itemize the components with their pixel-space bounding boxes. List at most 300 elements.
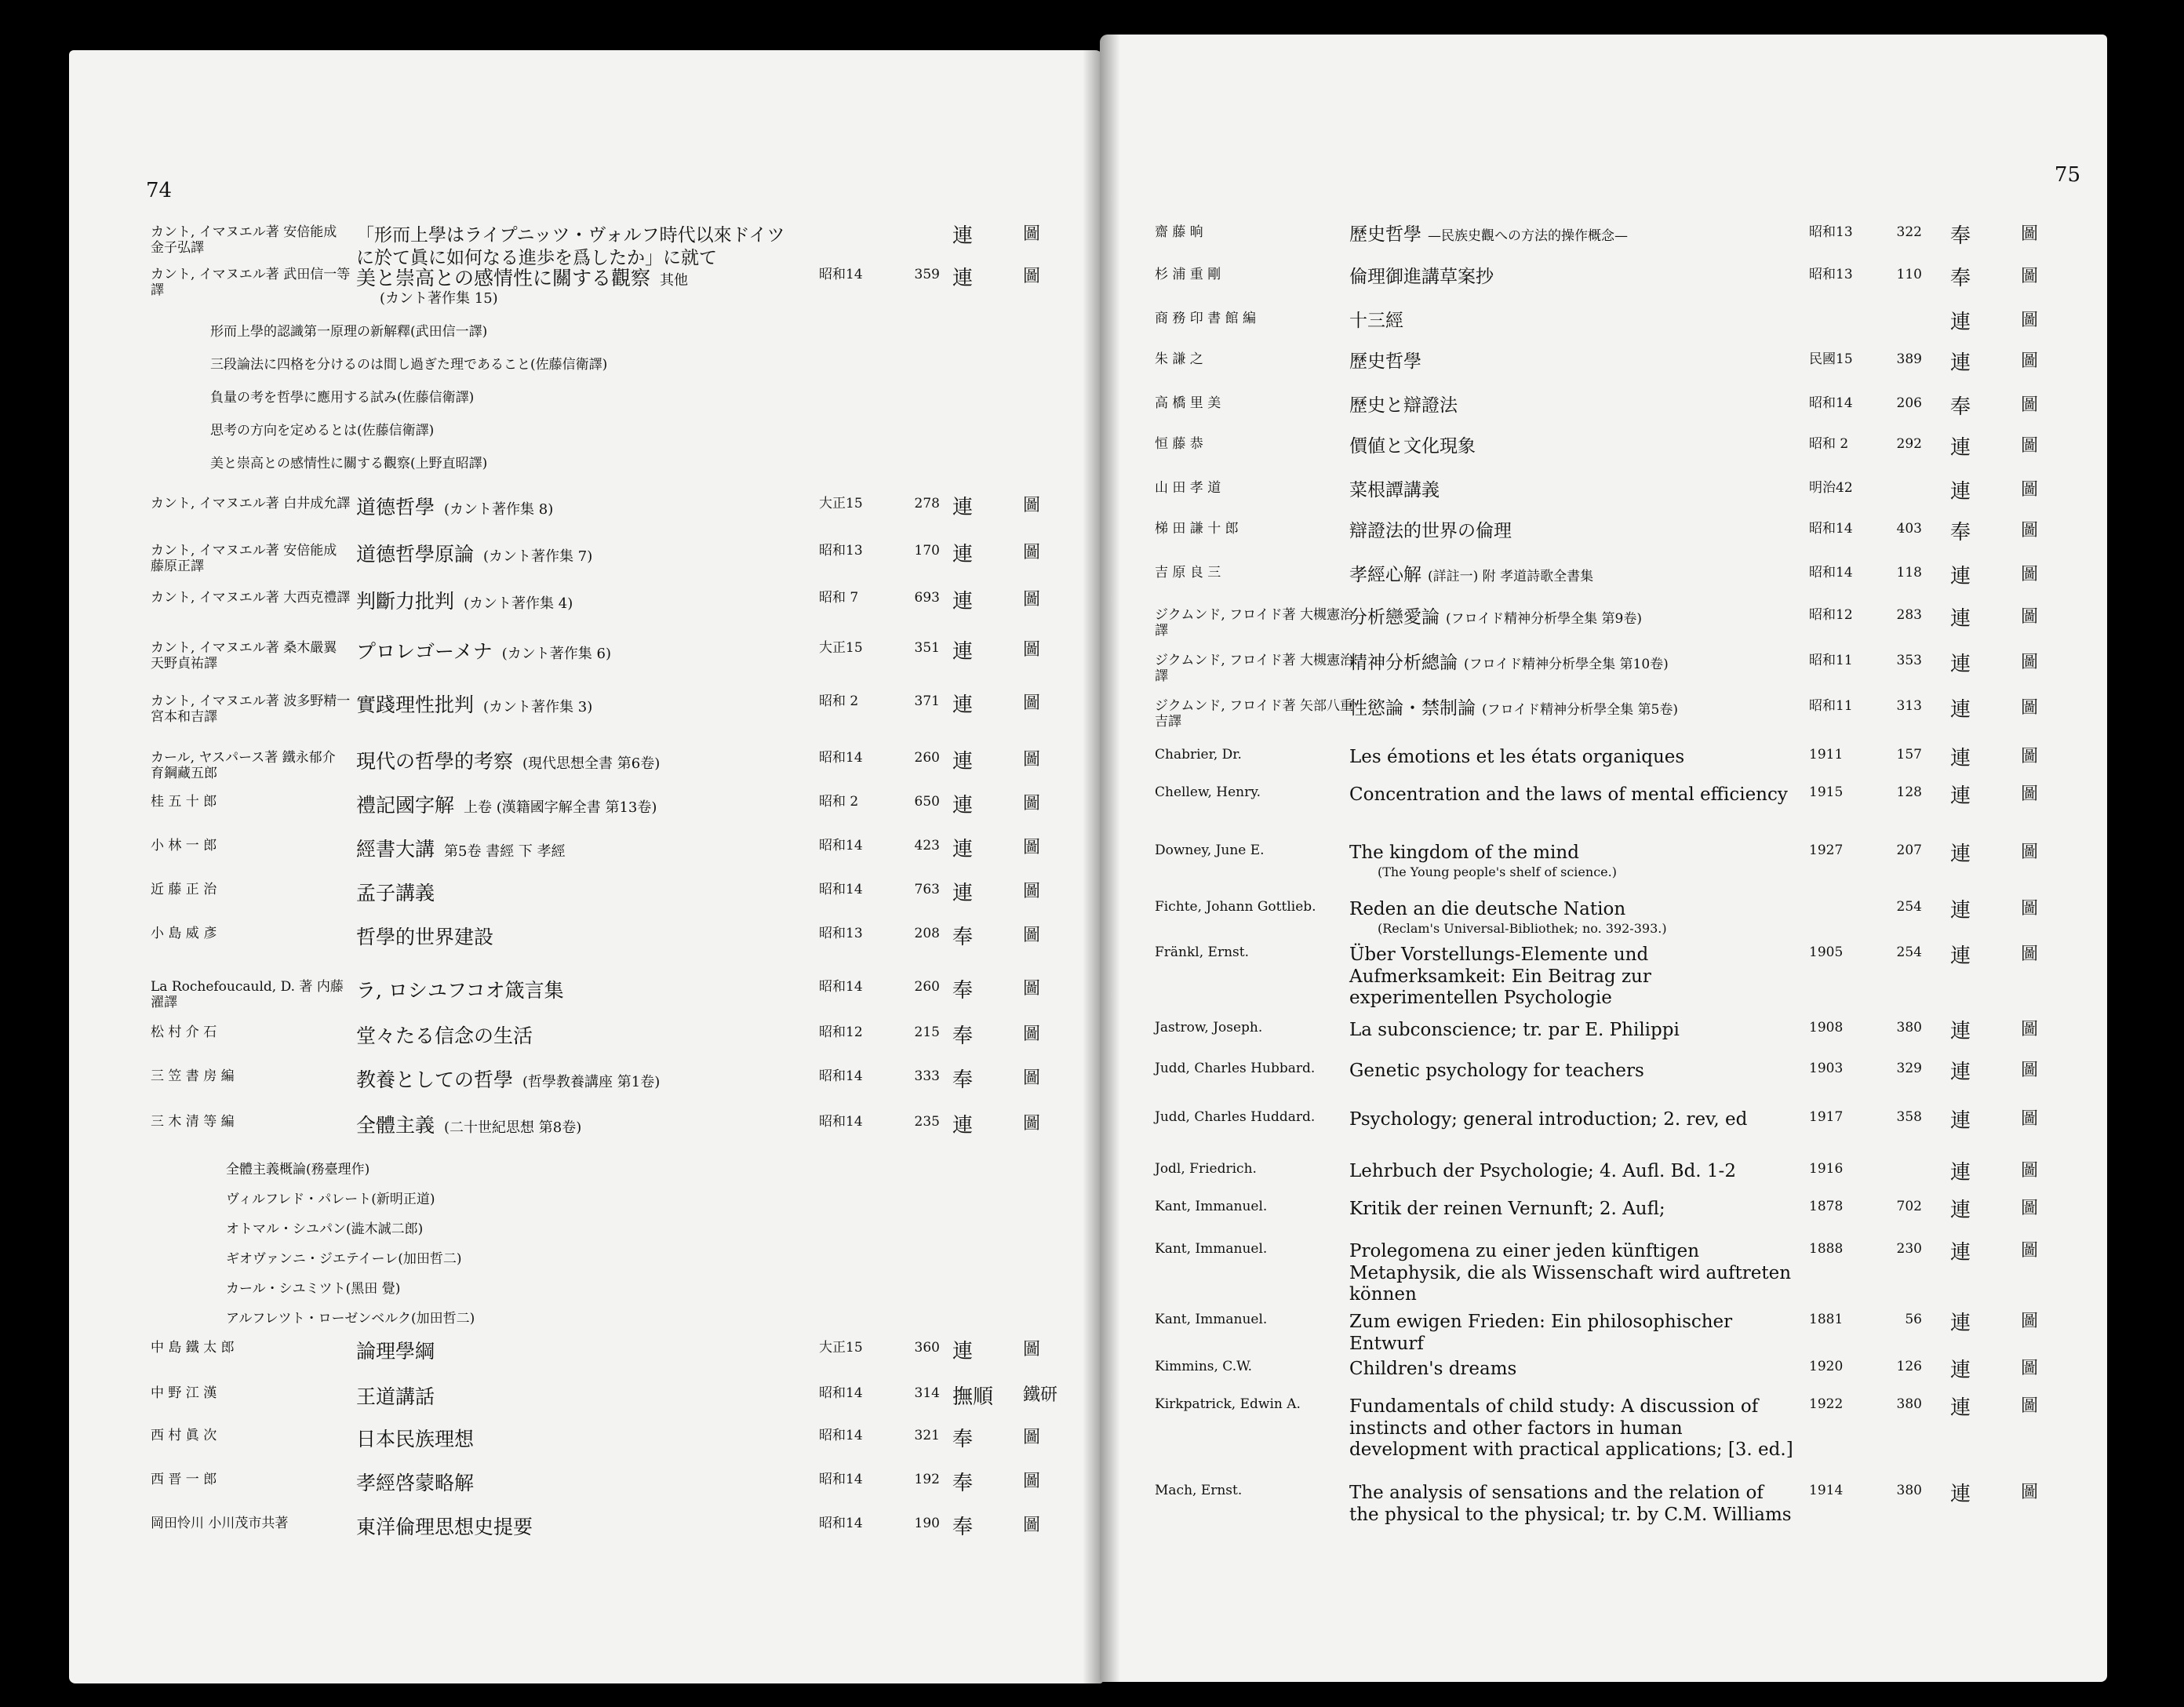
entry-series: 上卷 (漢籍國字解全書 第13卷) bbox=[464, 799, 657, 816]
entry-holding: 奉 bbox=[1950, 267, 1971, 290]
entry-holding: 連 bbox=[1950, 311, 1971, 334]
entry-title-text: 菜根譚講義 bbox=[1349, 480, 1440, 500]
entry-library: 圖 bbox=[2021, 1396, 2039, 1416]
entry-pages: 56 bbox=[1905, 1312, 1922, 1327]
entry-author: Fränkl, Ernst. bbox=[1155, 944, 1249, 960]
contents-item: カール・シユミツト(黑田 覺) bbox=[226, 1281, 401, 1297]
entry-pages: 650 bbox=[914, 794, 940, 810]
entry-author: 吉 原 良 三 bbox=[1155, 565, 1221, 581]
entry-series: 第5卷 書經 下 孝經 bbox=[444, 843, 566, 860]
entry-title bbox=[356, 543, 592, 566]
entry-title-text: Kritik der reinen Vernunft; 2. Aufl; bbox=[1349, 1199, 1665, 1219]
entry-holding: 奉 bbox=[952, 1428, 974, 1451]
entry-year: 昭和13 bbox=[1809, 224, 1853, 240]
entry-library: 圖 bbox=[1023, 1068, 1041, 1088]
entry-library: 圖 bbox=[1023, 1472, 1041, 1491]
entry-series: (フロイド精神分析學全集 第10卷) bbox=[1464, 657, 1669, 672]
entry-title-text: 日本民族理想 bbox=[356, 1428, 475, 1450]
entry-title-text: La subconscience; tr. par E. Philippi bbox=[1349, 1020, 1680, 1040]
entry-title-text: 性慾論・禁制論 bbox=[1349, 698, 1476, 719]
entry-title-text: 全體主義 bbox=[356, 1114, 435, 1137]
entry-author: Jastrow, Joseph. bbox=[1155, 1020, 1263, 1035]
entry-holding: 連 bbox=[1950, 1241, 1971, 1265]
entry-title bbox=[356, 693, 592, 717]
entry-library: 圖 bbox=[1023, 1428, 1041, 1447]
entry-title bbox=[356, 926, 493, 949]
entry-title-text: 孟子講義 bbox=[356, 882, 435, 904]
entry-series: (詳註一) 附 孝道詩歌全書集 bbox=[1428, 569, 1594, 584]
entry-holding: 連 bbox=[1950, 1483, 1971, 1506]
entry-title bbox=[356, 1114, 581, 1137]
entry-pages: 278 bbox=[914, 496, 940, 511]
entry-library: 圖 bbox=[2021, 899, 2039, 919]
entry-year: 昭和14 bbox=[819, 267, 863, 282]
entry-author: 桂 五 十 郎 bbox=[151, 794, 217, 810]
entry-holding: 奉 bbox=[1950, 395, 1971, 419]
entry-title bbox=[1349, 1109, 1798, 1131]
entry-year: 1905 bbox=[1809, 944, 1844, 960]
entry-title bbox=[1349, 267, 1798, 289]
entry-holding: 連 bbox=[952, 838, 974, 861]
entry-title-text: 經書大講 bbox=[356, 838, 435, 861]
entry-pages: 207 bbox=[1896, 843, 1922, 858]
entry-author: カント, イマヌエル著 安倍能成 金子弘譯 bbox=[151, 224, 337, 257]
entry-title bbox=[1349, 1061, 1798, 1083]
entry-title bbox=[1349, 1312, 1798, 1355]
entry-year: 昭和14 bbox=[819, 1428, 863, 1443]
entry-title-text: 十三經 bbox=[1349, 311, 1403, 331]
entry-year: 昭和 2 bbox=[819, 794, 859, 810]
entry-library: 圖 bbox=[1023, 794, 1041, 813]
entry-year: 昭和14 bbox=[819, 750, 863, 766]
entry-pages: 314 bbox=[914, 1385, 940, 1401]
entry-library: 圖 bbox=[1023, 979, 1041, 999]
entry-author: 三 笠 書 房 編 bbox=[151, 1068, 235, 1084]
entry-series-line: (Reclam's Universal-Bibliothek; no. 392-393.) bbox=[1378, 920, 1667, 936]
entry-author: Kimmins, C.W. bbox=[1155, 1359, 1253, 1374]
entry-title-text: 堂々たる信念の生活 bbox=[356, 1025, 533, 1047]
entry-series: (二十世紀思想 第8卷) bbox=[444, 1119, 582, 1136]
entry-pages: 230 bbox=[1896, 1241, 1922, 1257]
entry-holding: 連 bbox=[1950, 784, 1971, 808]
entry-holding: 連 bbox=[952, 590, 974, 613]
entry-title-text: Concentration and the laws of mental efficiency bbox=[1349, 784, 1788, 805]
entry-series: (フロイド精神分析學全集 第9卷) bbox=[1446, 611, 1642, 627]
entry-title-text: 哲學的世界建設 bbox=[356, 926, 494, 948]
entry-pages: 206 bbox=[1896, 395, 1922, 411]
entry-author: ジクムンド, フロイド著 大槻憲治譯 bbox=[1155, 607, 1354, 639]
entry-year: 1915 bbox=[1809, 784, 1844, 800]
entry-author: 山 田 孝 道 bbox=[1155, 480, 1221, 496]
entry-holding: 連 bbox=[1950, 944, 1971, 968]
entry-author: Chellew, Henry. bbox=[1155, 784, 1261, 800]
entry-author: 朱 謙 之 bbox=[1155, 351, 1203, 367]
entry-year: 1916 bbox=[1809, 1161, 1844, 1177]
entry-author: Kant, Immanuel. bbox=[1155, 1312, 1268, 1327]
entry-pages: 380 bbox=[1896, 1020, 1922, 1035]
entry-holding: 奉 bbox=[952, 1025, 974, 1048]
entry-holding: 連 bbox=[952, 794, 974, 817]
entry-year: 昭和14 bbox=[819, 979, 863, 995]
entry-holding: 連 bbox=[952, 1114, 974, 1137]
entry-title-text: 禮記國字解 bbox=[356, 794, 455, 817]
entry-library: 圖 bbox=[2021, 1241, 2039, 1261]
entry-year: 昭和13 bbox=[819, 543, 863, 559]
entry-library: 圖 bbox=[2021, 653, 2039, 672]
entry-library: 圖 bbox=[2021, 1312, 2039, 1331]
entry-author: 高 橋 里 美 bbox=[1155, 395, 1221, 411]
entry-title-text: Reden an die deutsche Nation bbox=[1349, 899, 1626, 919]
entry-title-text: 現代の哲學的考察 bbox=[356, 750, 514, 773]
entry-author: 中 野 江 漢 bbox=[151, 1385, 217, 1401]
page-number: 75 bbox=[2054, 163, 2080, 187]
entry-holding: 連 bbox=[952, 496, 974, 519]
entry-year: 昭和14 bbox=[819, 838, 863, 854]
entry-series-line: (The Young people's shelf of science.) bbox=[1378, 864, 1617, 879]
contents-item: アルフレツト・ローゼンベルク(加田哲二) bbox=[226, 1311, 475, 1327]
entry-library: 圖 bbox=[2021, 784, 2039, 804]
entry-year: 1881 bbox=[1809, 1312, 1844, 1327]
entry-year: 1917 bbox=[1809, 1109, 1844, 1125]
entry-author: Chabrier, Dr. bbox=[1155, 747, 1242, 763]
entry-author: Kant, Immanuel. bbox=[1155, 1241, 1268, 1257]
entry-author: 中 島 鐵 太 郎 bbox=[151, 1340, 235, 1356]
entry-library: 圖 bbox=[1023, 838, 1041, 857]
entry-pages: 292 bbox=[1896, 436, 1922, 452]
entry-author: 松 村 介 石 bbox=[151, 1025, 217, 1040]
contents-item: ギオヴァンニ・ジエテイーレ(加田哲二) bbox=[226, 1251, 462, 1267]
entry-series: (哲學教養講座 第1卷) bbox=[522, 1074, 661, 1090]
entry-title-text: 辯證法的世界の倫理 bbox=[1349, 521, 1512, 541]
entry-series: (フロイド精神分析學全集 第5卷) bbox=[1482, 702, 1678, 718]
entry-year: 1920 bbox=[1809, 1359, 1844, 1374]
entry-holding: 撫順 bbox=[952, 1385, 994, 1409]
entry-title-text: The analysis of sensations and the relation of the physical to the physical; tr. by C.M. Williams bbox=[1349, 1483, 1792, 1525]
entry-holding: 連 bbox=[1950, 899, 1971, 923]
entry-title bbox=[1349, 1396, 1798, 1461]
entry-year: 昭和14 bbox=[819, 882, 863, 897]
entry-title-text: Über Vorstellungs-Elemente und Aufmerksamkeit: Ein Beitrag zur experimentellen Psychologie bbox=[1349, 944, 1651, 1009]
entry-pages: 118 bbox=[1896, 565, 1922, 581]
entry-library: 圖 bbox=[2021, 267, 2039, 286]
entry-library: 圖 bbox=[1023, 267, 1041, 286]
entry-title-text: 實踐理性批判 bbox=[356, 693, 475, 716]
entry-holding: 連 bbox=[1950, 1396, 1971, 1420]
entry-author: 西 晋 一 郎 bbox=[151, 1472, 217, 1487]
entry-title-text: 東洋倫理思想史提要 bbox=[356, 1516, 533, 1538]
entry-year: 大正15 bbox=[819, 1340, 863, 1356]
entry-series: 其他 bbox=[660, 272, 689, 289]
entry-pages: 322 bbox=[1896, 224, 1922, 240]
entry-title bbox=[1349, 1241, 1798, 1306]
entry-holding: 奉 bbox=[952, 979, 974, 1003]
entry-holding: 連 bbox=[952, 750, 974, 773]
entry-holding: 連 bbox=[1950, 1020, 1971, 1043]
entry-pages: 157 bbox=[1896, 747, 1922, 763]
contents-item: 負量の考を哲學に應用する試み(佐藤信衛譯) bbox=[210, 390, 475, 406]
entry-author: 恒 藤 恭 bbox=[1155, 436, 1203, 452]
entry-title bbox=[1349, 565, 1798, 587]
contents-item: オトマル・シユパン(澁木誠二郎) bbox=[226, 1221, 424, 1237]
entry-author: 小 島 威 彥 bbox=[151, 926, 217, 941]
entry-title-text: Children's dreams bbox=[1349, 1359, 1517, 1379]
entry-library: 圖 bbox=[1023, 543, 1041, 562]
entry-title-text: Psychology; general introduction; 2. rev, ed bbox=[1349, 1109, 1748, 1130]
entry-title-text: 判斷力批判 bbox=[356, 590, 455, 613]
entry-title bbox=[356, 1428, 474, 1451]
entry-holding: 奉 bbox=[952, 1516, 974, 1539]
entry-title bbox=[356, 590, 573, 613]
entry-pages: 333 bbox=[914, 1068, 940, 1084]
entry-library: 圖 bbox=[2021, 698, 2039, 718]
entry-year: 昭和11 bbox=[1809, 698, 1853, 714]
entry-author: Mach, Ernst. bbox=[1155, 1483, 1243, 1498]
entry-author: 三 木 清 等 編 bbox=[151, 1114, 235, 1130]
entry-holding: 連 bbox=[1950, 436, 1971, 460]
contents-item: 形而上學的認識第一原理の新解釋(武田信一譯) bbox=[210, 324, 488, 340]
entry-title bbox=[1349, 944, 1798, 1010]
entry-holding: 連 bbox=[952, 640, 974, 664]
entry-title bbox=[1349, 480, 1798, 502]
entry-library: 圖 bbox=[1023, 693, 1041, 713]
entry-pages: 329 bbox=[1896, 1061, 1922, 1076]
entry-library: 圖 bbox=[2021, 1199, 2039, 1218]
entry-author: 商 務 印 書 館 編 bbox=[1155, 311, 1257, 326]
entry-pages: 702 bbox=[1896, 1199, 1922, 1214]
entry-title bbox=[1349, 1483, 1798, 1526]
contents-item: 三段論法に四格を分けるのは間し過ぎた理であること(佐藤信衛譯) bbox=[210, 357, 608, 373]
entry-year: 昭和11 bbox=[1809, 653, 1853, 668]
contents-item: 美と崇高との感情性に關する觀察(上野直昭譯) bbox=[210, 456, 488, 471]
entry-title-text: プロレゴーメナ bbox=[356, 640, 493, 663]
entry-title bbox=[356, 1472, 474, 1495]
entry-author: カール, ヤスパース著 鐵永郁介 育鋼藏五郎 bbox=[151, 750, 336, 782]
entry-year: 大正15 bbox=[819, 640, 863, 656]
entry-pages: 235 bbox=[914, 1114, 940, 1130]
entry-holding: 奉 bbox=[952, 1068, 974, 1092]
entry-author: 齋 藤 晌 bbox=[1155, 224, 1203, 240]
entry-title-text: 孝經啓蒙略解 bbox=[356, 1472, 475, 1494]
entry-title bbox=[356, 1340, 435, 1363]
entry-holding: 連 bbox=[952, 267, 974, 290]
entry-author: Judd, Charles Hubbard. bbox=[1155, 1061, 1316, 1076]
entry-year: 昭和14 bbox=[819, 1068, 863, 1084]
entry-title-text: 論理學綱 bbox=[356, 1340, 435, 1363]
entry-year: 明治42 bbox=[1809, 480, 1853, 496]
entry-pages: 110 bbox=[1896, 267, 1922, 282]
entry-title bbox=[356, 750, 660, 773]
entry-library: 鐵研 bbox=[1023, 1385, 1058, 1405]
entry-year: 昭和13 bbox=[819, 926, 863, 941]
entry-series: (カント著作集 4) bbox=[464, 595, 573, 612]
entry-title bbox=[356, 794, 657, 817]
entry-pages: 359 bbox=[914, 267, 940, 282]
entry-title bbox=[356, 224, 795, 270]
entry-holding: 連 bbox=[952, 224, 974, 248]
entry-title-text: 歷史哲學 bbox=[1349, 351, 1421, 372]
entry-series: (カント著作集 7) bbox=[483, 548, 593, 565]
entry-holding: 連 bbox=[1950, 351, 1971, 375]
entry-library: 圖 bbox=[2021, 565, 2039, 584]
page-number: 74 bbox=[146, 179, 173, 202]
entry-holding: 奉 bbox=[952, 926, 974, 949]
entry-library: 圖 bbox=[2021, 944, 2039, 964]
entry-pages: 321 bbox=[914, 1428, 940, 1443]
entry-title bbox=[1349, 436, 1798, 458]
entry-year: 昭和14 bbox=[1809, 521, 1853, 537]
entry-pages: 763 bbox=[914, 882, 940, 897]
entry-title bbox=[1349, 747, 1798, 769]
entry-pages: 389 bbox=[1896, 351, 1922, 367]
entry-holding: 奉 bbox=[952, 1472, 974, 1495]
entry-title-text: The kingdom of the mind bbox=[1349, 843, 1579, 863]
entry-title-text: 道德哲學原論 bbox=[356, 543, 475, 566]
entry-pages: 208 bbox=[914, 926, 940, 941]
entry-pages: 358 bbox=[1896, 1109, 1922, 1125]
entry-holding: 奉 bbox=[1950, 224, 1971, 248]
entry-title bbox=[356, 1385, 435, 1409]
entry-series: (カント著作集 6) bbox=[501, 646, 611, 662]
entry-holding: 連 bbox=[1950, 1199, 1971, 1222]
entry-title bbox=[356, 1516, 533, 1539]
entry-library: 圖 bbox=[1023, 882, 1041, 901]
entry-library: 圖 bbox=[2021, 224, 2039, 244]
entry-year: 昭和13 bbox=[1809, 267, 1853, 282]
entry-author: Kant, Immanuel. bbox=[1155, 1199, 1268, 1214]
entry-holding: 連 bbox=[1950, 480, 1971, 504]
entry-year: 昭和14 bbox=[1809, 395, 1853, 411]
entry-title-text: 分析戀愛論 bbox=[1349, 607, 1440, 628]
contents-item: 全體主義概論(務臺理作) bbox=[226, 1162, 370, 1177]
entry-year: 昭和14 bbox=[819, 1516, 863, 1531]
entry-author: 梯 田 謙 十 郎 bbox=[1155, 521, 1239, 537]
entry-library: 圖 bbox=[2021, 607, 2039, 627]
entry-holding: 連 bbox=[1950, 1109, 1971, 1133]
entry-library: 圖 bbox=[1023, 1025, 1041, 1044]
entry-holding: 連 bbox=[1950, 1312, 1971, 1335]
entry-pages: 403 bbox=[1896, 521, 1922, 537]
entry-pages: 254 bbox=[1896, 944, 1922, 960]
entry-title-text: 孝經心解 bbox=[1349, 565, 1421, 585]
entry-pages: 128 bbox=[1896, 784, 1922, 800]
entry-author: Fichte, Johann Gottlieb. bbox=[1155, 899, 1316, 915]
entry-title-text: Prolegomena zu einer jeden künftigen Metaphysik, die als Wissenschaft wird auftreten können bbox=[1349, 1241, 1792, 1305]
right-page bbox=[1100, 35, 2107, 1682]
entry-holding: 奉 bbox=[1950, 521, 1971, 544]
entry-title-text: 教養としての哲學 bbox=[356, 1068, 514, 1091]
entry-author: カント, イマヌエル著 波多野精一 宮本和吉譯 bbox=[151, 693, 351, 726]
entry-library: 圖 bbox=[1023, 590, 1041, 610]
entry-library: 圖 bbox=[1023, 1516, 1041, 1535]
entry-library: 圖 bbox=[2021, 843, 2039, 862]
entry-library: 圖 bbox=[2021, 1483, 2039, 1502]
entry-title-text: 美と崇高との感情性に關する觀察 bbox=[356, 267, 651, 289]
entry-pages: 260 bbox=[914, 750, 940, 766]
entry-author: カント, イマヌエル著 大西克禮譯 bbox=[151, 590, 351, 606]
entry-pages: 170 bbox=[914, 543, 940, 559]
entry-year: 昭和 2 bbox=[819, 693, 859, 709]
entry-holding: 連 bbox=[1950, 698, 1971, 722]
entry-title bbox=[1349, 1020, 1798, 1042]
entry-library: 圖 bbox=[2021, 351, 2039, 371]
entry-library: 圖 bbox=[2021, 1061, 2039, 1080]
entry-author: Kirkpatrick, Edwin A. bbox=[1155, 1396, 1301, 1412]
entry-title-text: Fundamentals of child study: A discussion of instincts and other factors in human development with practical applications; [3. ed.] bbox=[1349, 1396, 1793, 1461]
entry-pages: 371 bbox=[914, 693, 940, 709]
entry-title bbox=[1349, 1199, 1798, 1221]
entry-title-text: Les émotions et les états organiques bbox=[1349, 747, 1685, 767]
entry-pages: 423 bbox=[914, 838, 940, 854]
entry-author: La Rochefoucauld, D. 著 内藤濯譯 bbox=[151, 979, 344, 1011]
left-page bbox=[69, 50, 1103, 1683]
entry-title-text: 精神分析總論 bbox=[1349, 653, 1458, 673]
entry-library: 圖 bbox=[2021, 395, 2039, 415]
entry-title bbox=[1349, 607, 1798, 629]
entry-title-text: 倫理御進講草案抄 bbox=[1349, 267, 1494, 287]
entry-pages: 360 bbox=[914, 1340, 940, 1356]
entry-author: 岡田怜川 小川茂市共著 bbox=[151, 1516, 289, 1531]
entry-year: 1908 bbox=[1809, 1020, 1844, 1035]
entry-year: 昭和14 bbox=[819, 1472, 863, 1487]
contents-item: 思考の方向を定めるとは(佐藤信衛譯) bbox=[210, 423, 435, 439]
entry-author: カント, イマヌエル著 桑木嚴翼 天野貞祐譯 bbox=[151, 640, 337, 672]
entry-author: カント, イマヌエル著 白井成允譯 bbox=[151, 496, 351, 511]
entry-author: Judd, Charles Huddard. bbox=[1155, 1109, 1316, 1125]
entry-title bbox=[1349, 351, 1798, 373]
entry-holding: 連 bbox=[1950, 653, 1971, 676]
entry-holding: 連 bbox=[1950, 607, 1971, 631]
entry-title bbox=[356, 496, 553, 519]
entry-holding: 連 bbox=[1950, 843, 1971, 866]
entry-title-text: Zum ewigen Frieden: Ein philosophischer Entwurf bbox=[1349, 1312, 1733, 1354]
entry-pages: 353 bbox=[1896, 653, 1922, 668]
entry-title bbox=[1349, 395, 1798, 417]
entry-year: 1911 bbox=[1809, 747, 1844, 763]
entry-library: 圖 bbox=[2021, 1109, 2039, 1129]
entry-library: 圖 bbox=[2021, 1359, 2039, 1378]
entry-author: ジクムンド, フロイド著 大槻憲治譯 bbox=[1155, 653, 1354, 685]
entry-pages: 283 bbox=[1896, 607, 1922, 623]
entry-title-text: Genetic psychology for teachers bbox=[1349, 1061, 1644, 1081]
entry-pages: 254 bbox=[1896, 899, 1922, 915]
entry-title bbox=[356, 838, 566, 861]
entry-title-text: 價値と文化現象 bbox=[1349, 436, 1476, 457]
entry-year: 1903 bbox=[1809, 1061, 1844, 1076]
entry-year: 昭和14 bbox=[819, 1114, 863, 1130]
entry-library: 圖 bbox=[1023, 1114, 1041, 1134]
entry-title bbox=[356, 267, 688, 308]
entry-year: 大正15 bbox=[819, 496, 863, 511]
entry-title bbox=[356, 640, 611, 664]
entry-year: 1922 bbox=[1809, 1396, 1844, 1412]
entry-library: 圖 bbox=[2021, 1161, 2039, 1181]
entry-title bbox=[356, 1068, 660, 1092]
entry-title bbox=[1349, 224, 1798, 246]
entry-title-text: 道德哲學 bbox=[356, 496, 435, 519]
contents-item: ヴィルフレド・パレート(新明正道) bbox=[226, 1192, 435, 1207]
entry-holding: 連 bbox=[952, 1340, 974, 1363]
entry-pages: 313 bbox=[1896, 698, 1922, 714]
entry-title bbox=[1349, 1161, 1798, 1183]
entry-library: 圖 bbox=[1023, 224, 1041, 244]
entry-title bbox=[356, 1025, 533, 1048]
entry-author: Jodl, Friedrich. bbox=[1155, 1161, 1257, 1177]
entry-author: ジクムンド, フロイド著 矢部八重吉譯 bbox=[1155, 698, 1354, 730]
entry-title bbox=[1349, 521, 1798, 543]
entry-author: Downey, June E. bbox=[1155, 843, 1265, 858]
entry-series-line: (カント著作集 15) bbox=[380, 290, 498, 307]
entry-holding: 連 bbox=[1950, 747, 1971, 770]
